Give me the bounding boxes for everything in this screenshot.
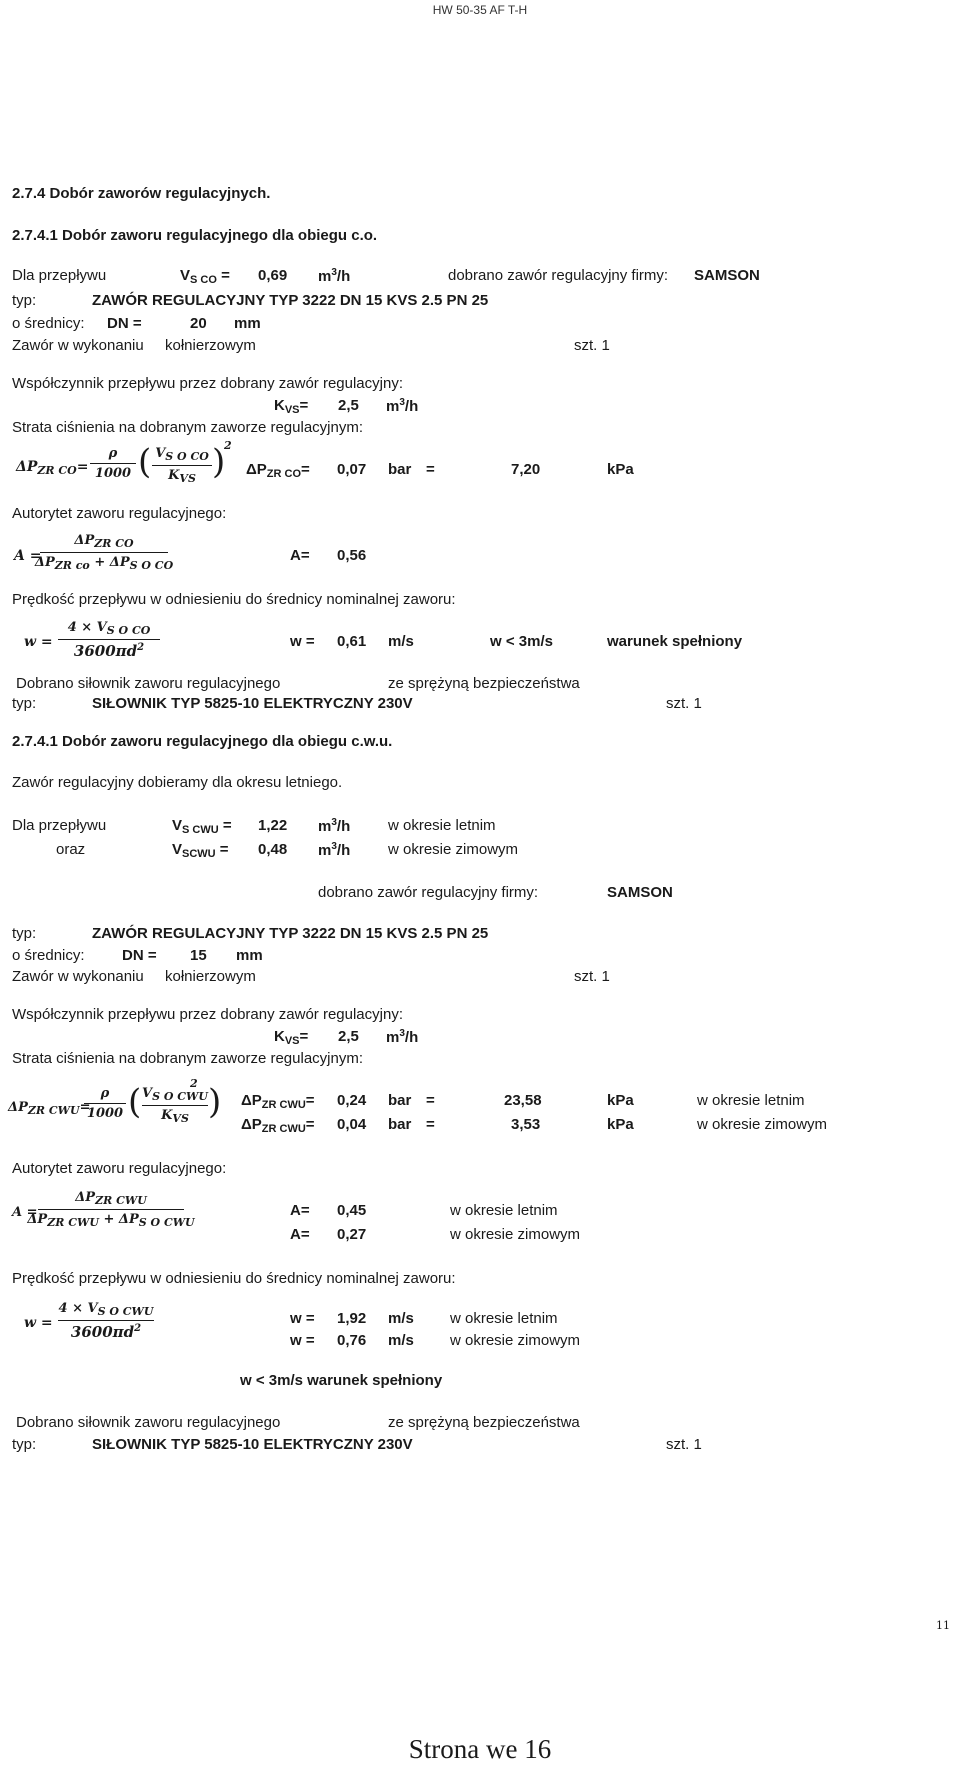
speed-label: Prędkość przepływu w odniesieniu do średnicy nominalnej zaworu: xyxy=(12,591,456,608)
flow-value: 0,69 xyxy=(258,267,288,284)
formula-power: 2 xyxy=(190,1077,198,1090)
dn-label: DN = xyxy=(107,315,142,332)
dp-value: 0,07 xyxy=(337,461,367,478)
diameter-label: o średnicy: xyxy=(12,315,85,332)
dp-summer-kpa-value: 23,58 xyxy=(504,1092,542,1109)
flow-summer-value: 1,22 xyxy=(258,817,288,834)
section-heading-main: 2.7.4 Dobór zaworów regulacyjnych. xyxy=(12,185,271,202)
dp-winter-eq: = xyxy=(426,1116,435,1133)
actuator-qty: szt. 1 xyxy=(666,695,702,712)
authority-label: Autorytet zaworu regulacyjnego: xyxy=(12,1160,227,1177)
flow-winter-value: 0,48 xyxy=(258,841,288,858)
dp-winter-note: w okresie zimowym xyxy=(697,1116,828,1133)
flow-winter-note: w okresie zimowym xyxy=(388,841,519,858)
fraction-authority: $\Delta P_{ZR CWU}$ $\Delta P_{ZR CWU} + \Delta P_{S O CWU}$ xyxy=(27,1190,195,1229)
dn-value: 15 xyxy=(190,947,207,964)
fraction-velocity: $4 \times V_{S O CO}$ $3600\pi d^2$ xyxy=(58,620,160,660)
document-header: HW 50-35 AF T-H xyxy=(432,3,528,17)
authority-summer-value: 0,45 xyxy=(337,1202,367,1219)
authority-symbol: A= xyxy=(290,547,310,564)
velocity-lhs: w = xyxy=(24,1315,53,1331)
dp-winter-unit-kpa: kPa xyxy=(607,1116,634,1133)
dn-label: DN = xyxy=(122,947,157,964)
diameter-label: o średnicy: xyxy=(12,947,85,964)
velocity-unit: m/s xyxy=(388,633,414,650)
flow-winter-unit: $m^3/h$ xyxy=(318,841,351,859)
dp-winter-kpa-value: 3,53 xyxy=(511,1116,541,1133)
flow-label: Dla przepływu xyxy=(12,817,107,834)
velocity-summer-value: 1,92 xyxy=(337,1310,367,1327)
fraction-flow: $V_{S O CO}$ $K_{VS}$ xyxy=(152,446,212,485)
section-heading-co: 2.7.4.1 Dobór zaworu regulacyjnego dla obiegu c.o. xyxy=(12,227,378,244)
authority-winter-note: w okresie zimowym xyxy=(450,1226,581,1243)
fraction-rho: ρ 1000 xyxy=(90,446,136,481)
flow-summer-note: w okresie letnim xyxy=(388,817,496,834)
speed-label: Prędkość przepływu w odniesieniu do średnicy nominalnej zaworu: xyxy=(12,1270,456,1287)
dp-summer-unit-bar: bar xyxy=(388,1092,412,1109)
velocity-winter-note: w okresie zimowym xyxy=(450,1332,581,1349)
velocity-summer-unit: m/s xyxy=(388,1310,414,1327)
dp-eq: = xyxy=(426,461,435,478)
fraction-rho: ρ 1000 xyxy=(84,1086,126,1121)
kvs-value: 2,5 xyxy=(338,1028,359,1045)
dn-value: 20 xyxy=(190,315,207,332)
quantity: szt. 1 xyxy=(574,968,610,985)
dp-summer-symbol: $\Delta P_{ZR CWU}=$ xyxy=(241,1092,315,1111)
formula-lhs: $\Delta P_{ZR CWU}=$ xyxy=(8,1100,91,1117)
flow-unit: $m^3/h$ xyxy=(318,267,351,285)
dp-winter-value: 0,04 xyxy=(337,1116,367,1133)
actuator-type-label: typ: xyxy=(12,1436,37,1453)
actuator-qty: szt. 1 xyxy=(666,1436,702,1453)
valve-type: ZAWÓR REGULACYJNY TYP 3222 DN 15 KVS 2.5 PN 25 xyxy=(92,292,489,309)
flow-summer-symbol: $V_{S CWU}$ = xyxy=(172,817,232,836)
flow-symbol: $V_{S CO}$ = xyxy=(180,267,230,286)
dn-unit: mm xyxy=(236,947,263,964)
kvs-unit: $m^3/h$ xyxy=(386,1028,419,1046)
dp-unit-bar: bar xyxy=(388,461,412,478)
kvs-coef-label: Współczynnik przepływu przez dobrany zawór regulacyjny: xyxy=(12,375,403,392)
actuator-type: SIŁOWNIK TYP 5825-10 ELEKTRYCZNY 230V xyxy=(92,1436,413,1453)
page-number: 11 xyxy=(936,1619,950,1632)
type-label: typ: xyxy=(12,292,37,309)
paren-close: ) xyxy=(208,1082,222,1122)
dp-unit-kpa: kPa xyxy=(607,461,634,478)
authority-lhs: A = xyxy=(14,548,42,564)
chosen-label: dobrano zawór regulacyjny firmy: xyxy=(318,884,539,901)
loss-label: Strata ciśnienia na dobranym zaworze regulacyjnym: xyxy=(12,419,363,436)
flow-label: Dla przepływu xyxy=(12,267,107,284)
kvs-value: 2,5 xyxy=(338,397,359,414)
fraction-authority: $\Delta P_{ZR CO}$ $\Delta P_{ZR co} + \Delta P_{S O CO}$ xyxy=(34,533,174,572)
velocity-ok: warunek spełniony xyxy=(607,633,743,650)
quantity: szt. 1 xyxy=(574,337,610,354)
velocity-compare: w < 3m/s xyxy=(490,633,553,650)
authority-value: 0,56 xyxy=(337,547,367,564)
actuator-label: Dobrano siłownik zaworu regulacyjnego xyxy=(16,1414,281,1431)
dp-summer-note: w okresie letnim xyxy=(697,1092,805,1109)
version-value: kołnierzowym xyxy=(165,968,256,985)
actuator-label: Dobrano siłownik zaworu regulacyjnego xyxy=(16,675,281,692)
actuator-type: SIŁOWNIK TYP 5825-10 ELEKTRYCZNY 230V xyxy=(92,695,413,712)
velocity-lhs: w = xyxy=(24,634,53,650)
velocity-summer-symbol: w = xyxy=(290,1310,315,1327)
paren-open: ( xyxy=(138,442,152,482)
kvs-symbol: $K_{VS}=$ xyxy=(274,397,309,416)
chosen-label: dobrano zawór regulacyjny firmy: xyxy=(448,267,669,284)
authority-lhs: A = xyxy=(12,1205,38,1220)
loss-label: Strata ciśnienia na dobranym zaworze regulacyjnym: xyxy=(12,1050,363,1067)
dp-summer-value: 0,24 xyxy=(337,1092,367,1109)
authority-summer-note: w okresie letnim xyxy=(450,1202,558,1219)
type-label: typ: xyxy=(12,925,37,942)
version-label: Zawór w wykonaniu xyxy=(12,968,144,985)
kvs-unit: $m^3/h$ xyxy=(386,397,419,415)
version-label: Zawór w wykonaniu xyxy=(12,337,144,354)
and-label: oraz xyxy=(56,841,86,858)
velocity-value: 0,61 xyxy=(337,633,367,650)
fraction-flow: $V_{S O CWU}$ $K_{VS}$ xyxy=(142,1086,208,1125)
actuator-spring: ze sprężyną bezpieczeństwa xyxy=(388,675,580,692)
velocity-check: w < 3m/s warunek spełniony xyxy=(240,1372,443,1389)
dp-winter-symbol: $\Delta P_{ZR CWU}=$ xyxy=(241,1116,315,1135)
actuator-spring: ze sprężyną bezpieczeństwa xyxy=(388,1414,580,1431)
kvs-symbol: $K_{VS}=$ xyxy=(274,1028,309,1047)
paren-open: ( xyxy=(128,1082,142,1122)
paren-close: ) xyxy=(212,442,226,482)
flow-summer-unit: $m^3/h$ xyxy=(318,817,351,835)
page-footer: Strona we 16 xyxy=(408,1734,552,1764)
authority-label: Autorytet zaworu regulacyjnego: xyxy=(12,505,227,522)
brand: SAMSON xyxy=(694,267,760,284)
authority-summer-symbol: A= xyxy=(290,1202,310,1219)
valve-type: ZAWÓR REGULACYJNY TYP 3222 DN 15 KVS 2.5 PN 25 xyxy=(92,925,489,942)
section-heading-cwu: 2.7.4.1 Dobór zaworu regulacyjnego dla obiegu c.w.u. xyxy=(12,733,393,750)
velocity-winter-value: 0,76 xyxy=(337,1332,367,1349)
dp-symbol: $\Delta P_{ZR CO}=$ xyxy=(246,461,310,480)
version-value: kołnierzowym xyxy=(165,337,256,354)
flow-winter-symbol: $V_{SCWU}$ = xyxy=(172,841,229,860)
velocity-symbol: w = xyxy=(290,633,315,650)
formula-power: 2 xyxy=(224,439,232,452)
authority-winter-value: 0,27 xyxy=(337,1226,367,1243)
velocity-summer-note: w okresie letnim xyxy=(450,1310,558,1327)
dp-winter-unit-bar: bar xyxy=(388,1116,412,1133)
season-note: Zawór regulacyjny dobieramy dla okresu letniego. xyxy=(12,774,343,791)
fraction-velocity: $4 \times V_{S O CWU}$ $3600\pi d^2$ xyxy=(58,1301,154,1341)
velocity-winter-unit: m/s xyxy=(388,1332,414,1349)
authority-winter-symbol: A= xyxy=(290,1226,310,1243)
kvs-coef-label: Współczynnik przepływu przez dobrany zawór regulacyjny: xyxy=(12,1006,403,1023)
dp-kpa-value: 7,20 xyxy=(511,461,541,478)
dn-unit: mm xyxy=(234,315,261,332)
formula-lhs: $\Delta P_{ZR CO}=$ xyxy=(16,459,89,477)
velocity-winter-symbol: w = xyxy=(290,1332,315,1349)
actuator-type-label: typ: xyxy=(12,695,37,712)
dp-summer-unit-kpa: kPa xyxy=(607,1092,634,1109)
brand: SAMSON xyxy=(607,884,673,901)
dp-summer-eq: = xyxy=(426,1092,435,1109)
